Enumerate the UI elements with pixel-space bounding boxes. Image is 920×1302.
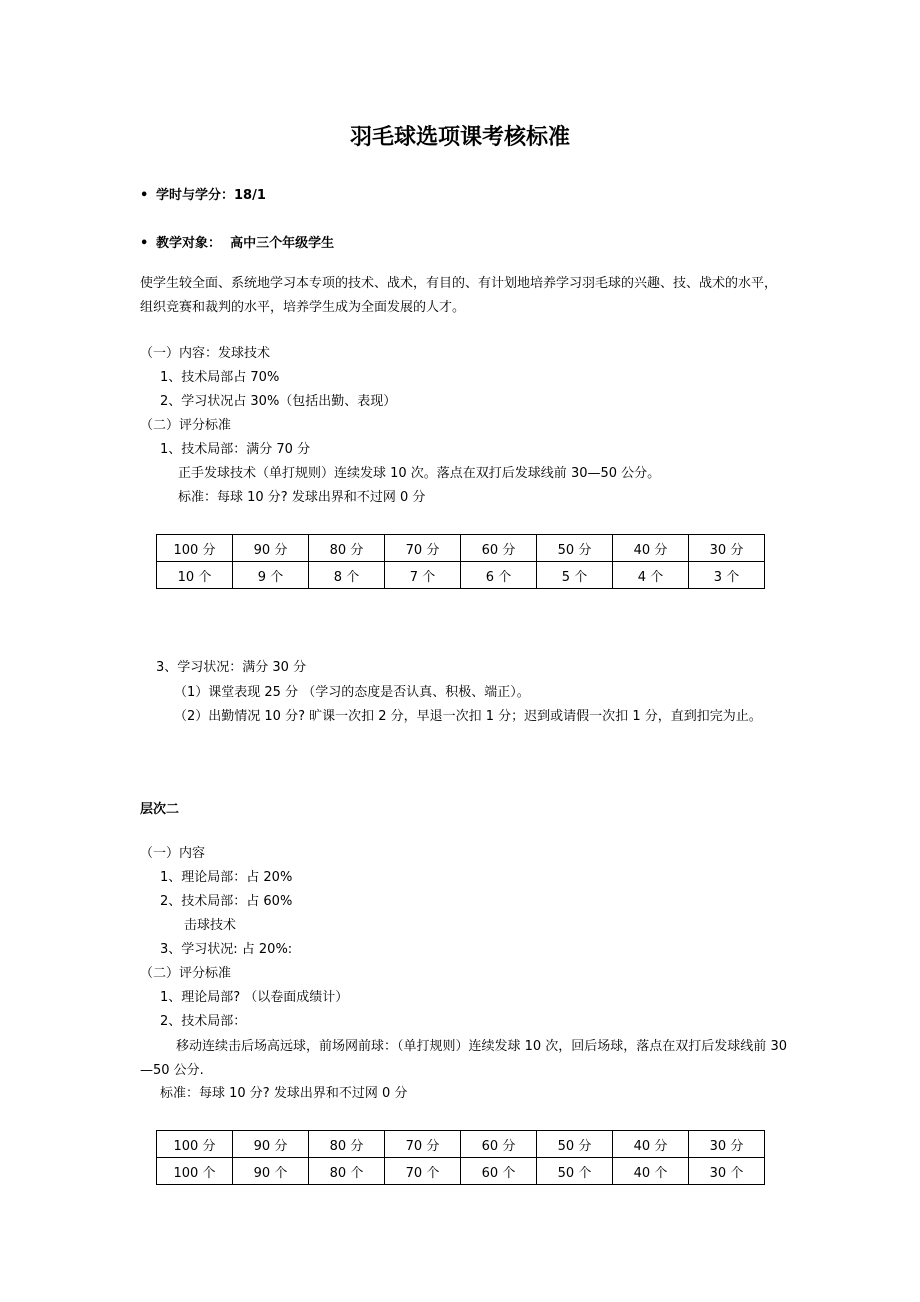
score-cell: 50 分 <box>537 535 613 562</box>
score-cell: 70 分 <box>385 1131 461 1158</box>
score-cell: 50 分 <box>537 1131 613 1158</box>
score-cell: 80 分 <box>309 1131 385 1158</box>
target-value: 高中三个年级学生 <box>230 236 335 251</box>
count-cell: 100 个 <box>157 1158 233 1185</box>
l2-criteria-2-standard: 标准：每球 10 分? 发球出界和不过网 0 分 <box>160 1086 408 1101</box>
count-cell: 9 个 <box>233 562 309 589</box>
l2-content-heading: （一）内容 <box>140 846 206 861</box>
l1-criteria-3-a: （1）课堂表现 25 分 （学习的态度是否认真、积极、端正）。 <box>174 685 530 700</box>
count-cell: 3 个 <box>689 562 765 589</box>
table-row <box>157 1131 765 1158</box>
count-cell: 40 个 <box>613 1158 689 1185</box>
level2-heading: 层次二 <box>140 802 180 817</box>
score-cell: 60 分 <box>461 1131 537 1158</box>
l1-criteria-1-standard: 标准：每球 10 分? 发球出界和不过网 0 分 <box>178 490 426 505</box>
l1-item-2: 2、学习状况占 30%（包括出勤、表现） <box>160 394 397 409</box>
score-cell: 30 分 <box>689 535 765 562</box>
score-cell: 30 分 <box>689 1131 765 1158</box>
count-cell: 4 个 <box>613 562 689 589</box>
credit-hours-text: 学时与学分：18/1 <box>156 188 266 203</box>
count-cell: 8 个 <box>309 562 385 589</box>
page-title: 羽毛球选项课考核标准 <box>349 124 570 150</box>
l2-score-table <box>156 1130 765 1185</box>
count-cell: 30 个 <box>689 1158 765 1185</box>
count-cell: 90 个 <box>233 1158 309 1185</box>
l2-item-2-sub: 击球技术 <box>184 918 237 933</box>
intro-paragraph: 使学生较全面、系统地学习本专项的技术、战术，有目的、有计划地培养学习羽毛球的兴趣、技、战术的水平，组织竞赛和裁判的水平，培养学生成为全面发展的人才。 <box>140 276 778 315</box>
table-row <box>157 562 765 589</box>
l2-criteria-1: 1、理论局部? （以卷面成绩计） <box>160 990 349 1005</box>
l1-criteria-1-desc: 正手发球技术（单打规则）连续发球 10 次。落点在双打后发球线前 30—50 公分。 <box>178 466 661 481</box>
count-cell: 10 个 <box>157 562 233 589</box>
count-cell: 70 个 <box>385 1158 461 1185</box>
table-row <box>157 1158 765 1185</box>
l1-content-heading: （一）内容：发球技术 <box>140 346 271 361</box>
target-label: 教学对象： <box>156 236 222 251</box>
score-cell: 70 分 <box>385 535 461 562</box>
credit-hours-line <box>140 184 266 203</box>
l2-criteria-2-desc: 移动连续击后场高远球，前场网前球：（单打规则）连续发球 10 次，回后场球，落点在双打后发球线前 30—50 公分. <box>140 1039 787 1078</box>
l2-criteria-2: 2、技术局部： <box>160 1014 247 1029</box>
l1-criteria-1: 1、技术局部：满分 70 分 <box>160 442 311 457</box>
score-cell: 40 分 <box>613 535 689 562</box>
count-cell: 80 个 <box>309 1158 385 1185</box>
count-cell: 60 个 <box>461 1158 537 1185</box>
l2-item-3: 3、学习状况: 占 20%: <box>160 942 293 957</box>
l1-criteria-3-b: （2）出勤情况 10 分? 旷课一次扣 2 分，早退一次扣 1 分；迟到或请假一次扣 1 分，直到扣完为止。 <box>174 709 762 724</box>
count-cell: 50 个 <box>537 1158 613 1185</box>
l2-criteria-heading: （二）评分标准 <box>140 966 232 981</box>
l1-score-table <box>156 534 765 589</box>
count-cell: 7 个 <box>385 562 461 589</box>
table-row <box>157 535 765 562</box>
count-cell: 5 个 <box>537 562 613 589</box>
bullet-icon: • <box>140 188 149 203</box>
l2-item-1: 1、理论局部：占 20% <box>160 870 293 885</box>
l1-criteria-heading: （二）评分标准 <box>140 418 232 433</box>
l1-item-1: 1、技术局部占 70% <box>160 370 280 385</box>
l2-item-2: 2、技术局部：占 60% <box>160 894 293 909</box>
l1-criteria-3: 3、学习状况：满分 30 分 <box>156 660 307 675</box>
score-cell: 90 分 <box>233 535 309 562</box>
score-cell: 40 分 <box>613 1131 689 1158</box>
target-students-line <box>140 232 334 251</box>
score-cell: 60 分 <box>461 535 537 562</box>
bullet-icon: • <box>140 236 149 251</box>
score-cell: 80 分 <box>309 535 385 562</box>
score-cell: 100 分 <box>157 1131 233 1158</box>
score-cell: 90 分 <box>233 1131 309 1158</box>
count-cell: 6 个 <box>461 562 537 589</box>
score-cell: 100 分 <box>157 535 233 562</box>
